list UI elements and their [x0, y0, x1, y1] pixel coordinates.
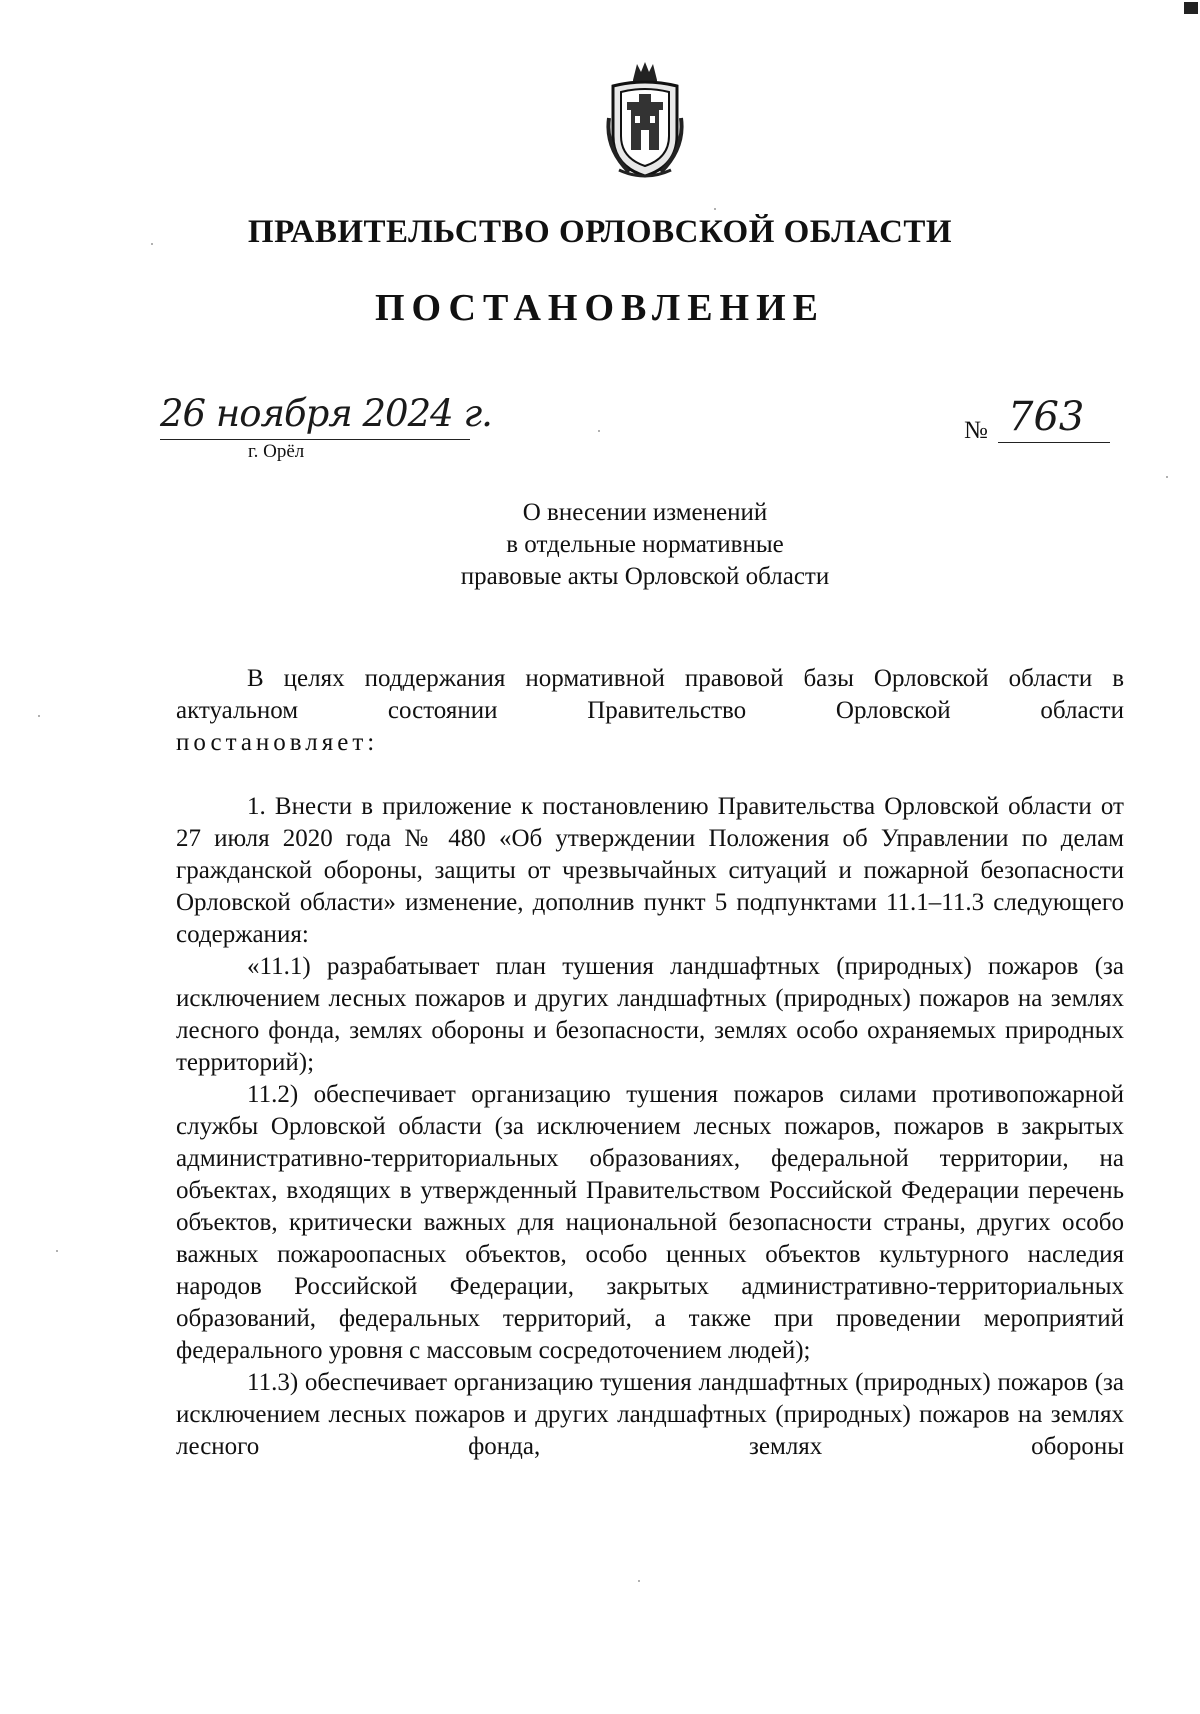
date-underline — [160, 439, 470, 440]
subject-line: О внесении изменений — [522, 499, 768, 526]
scan-speck — [151, 243, 153, 245]
decision-word: постановляет: — [176, 729, 379, 756]
scan-speck — [638, 1580, 640, 1582]
scan-speck — [1166, 476, 1168, 478]
number-label: № — [964, 417, 988, 444]
scan-speck — [56, 1250, 58, 1252]
item-1-paragraph: 1. Внести в приложение к постановлению Правительства Орловской области от 27 июля 2020 года № 480 «Об утверждении Положения об Управлении по делам гражданской обороны, защиты от чрезвычайных ситуаций и пожарной безопасности Орловской области» изменение, дополнив пункт 5 подпунктами 11.1–11.3 следующего содержания: — [176, 793, 1124, 948]
scan-speck — [714, 208, 716, 210]
subitem-11-3-paragraph: 11.3) обеспечивает организацию тушения ландшафтных (природных) пожаров (за исключением лесных пожаров и других ландшафтных (природных) пожаров на землях лесного фонда, землях обороны — [176, 1369, 1124, 1460]
document-body — [176, 663, 1124, 1463]
subject-line: правовые акты Орловской области — [460, 563, 830, 590]
coat-of-arms-icon — [605, 58, 685, 180]
number-underline — [998, 442, 1110, 443]
city-label: г. Орёл — [248, 441, 305, 462]
subject-line: в отдельные нормативные — [506, 531, 784, 558]
handwritten-date: 26 ноября 2024 г. — [160, 392, 492, 435]
organization-title: ПРАВИТЕЛЬСТВО ОРЛОВСКОЙ ОБЛАСТИ — [247, 214, 953, 250]
document-subject — [0, 497, 1200, 593]
document-type-title: ПОСТАНОВЛЕНИЕ — [374, 287, 826, 329]
handwritten-number: 763 — [1008, 394, 1085, 440]
scan-speck — [598, 430, 600, 432]
subitem-11-2-paragraph: 11.2) обеспечивает организацию тушения пожаров силами противопожарной службы Орловской области (за исключением лесных пожаров, пожаров в закрытых административно-территориальных образованиях, федеральной территории, на объектах, входящих в утвержденный Правительством Российской Федерации перечень объектов, критически важных для национальной безопасности страны, других особо важных пожароопасных объектов, особо ценных объектов культурного наследия народов Российской Федерации, закрытых административно-территориальных образований, федеральных территорий, а также при проведении мероприятий федерального уровня с массовым сосредоточением людей); — [176, 1081, 1124, 1364]
subitem-11-1-paragraph: «11.1) разрабатывает план тушения ландшафтных (природных) пожаров (за исключением лесных пожаров и других ландшафтных (природных) пожаров на землях лесного фонда, землях обороны и безопасности, землях особо охраняемых природных территорий); — [176, 953, 1124, 1076]
scan-artifact — [1184, 2, 1198, 14]
scan-speck — [38, 715, 40, 717]
preamble-paragraph: В целях поддержания нормативной правовой базы Орловской области в актуальном состоянии Правительство Орловской области — [176, 665, 1124, 724]
